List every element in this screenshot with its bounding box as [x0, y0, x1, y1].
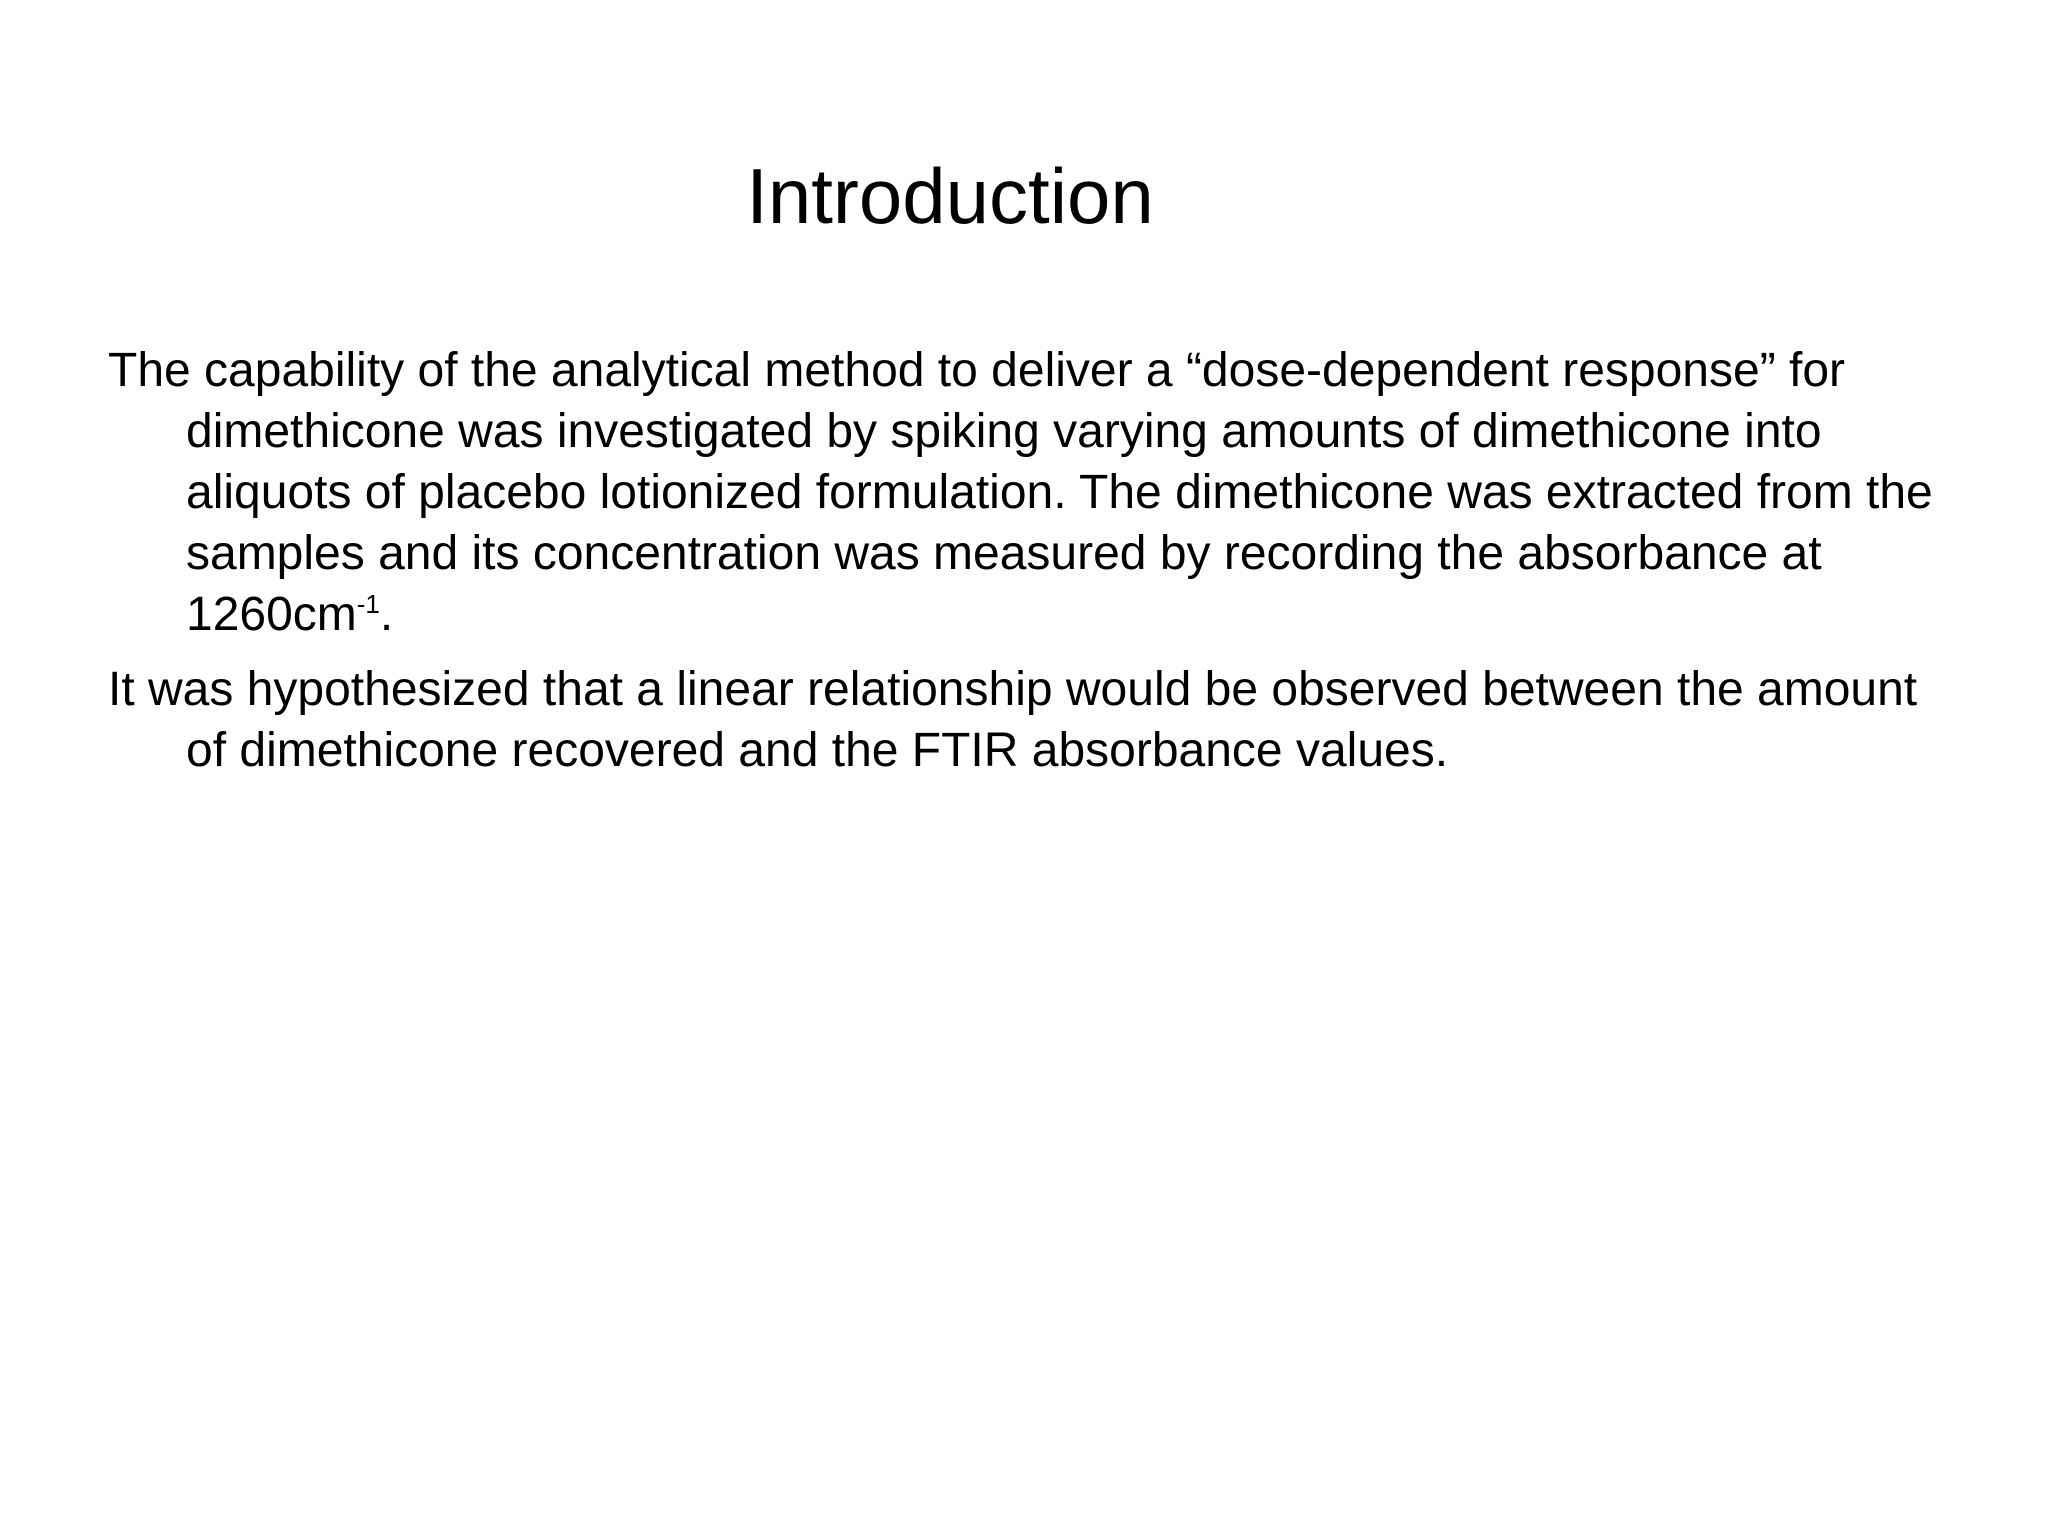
paragraph-text: The capability of the analytical method to deliver a “dose-dependent response” for dimethicone was investigated by spiking varying amounts of dimethicone into aliquots of placebo lotionized formulation. The dimethicone was extracted from the samples and its concentration was measured by recording the absorbance at 1260cm	[108, 344, 1933, 641]
paragraph-dose-response	[108, 340, 1968, 645]
unit-superscript: -1	[356, 589, 380, 619]
paragraph-text: It was hypothesized that a linear relationship would be observed between the amount of dimethicone recovered and the FTIR absorbance values.	[108, 663, 1918, 777]
slide-body	[108, 340, 1968, 795]
slide-title: Introduction	[746, 152, 1154, 240]
paragraph-suffix: .	[379, 588, 394, 641]
paragraph-hypothesis	[108, 659, 1968, 781]
